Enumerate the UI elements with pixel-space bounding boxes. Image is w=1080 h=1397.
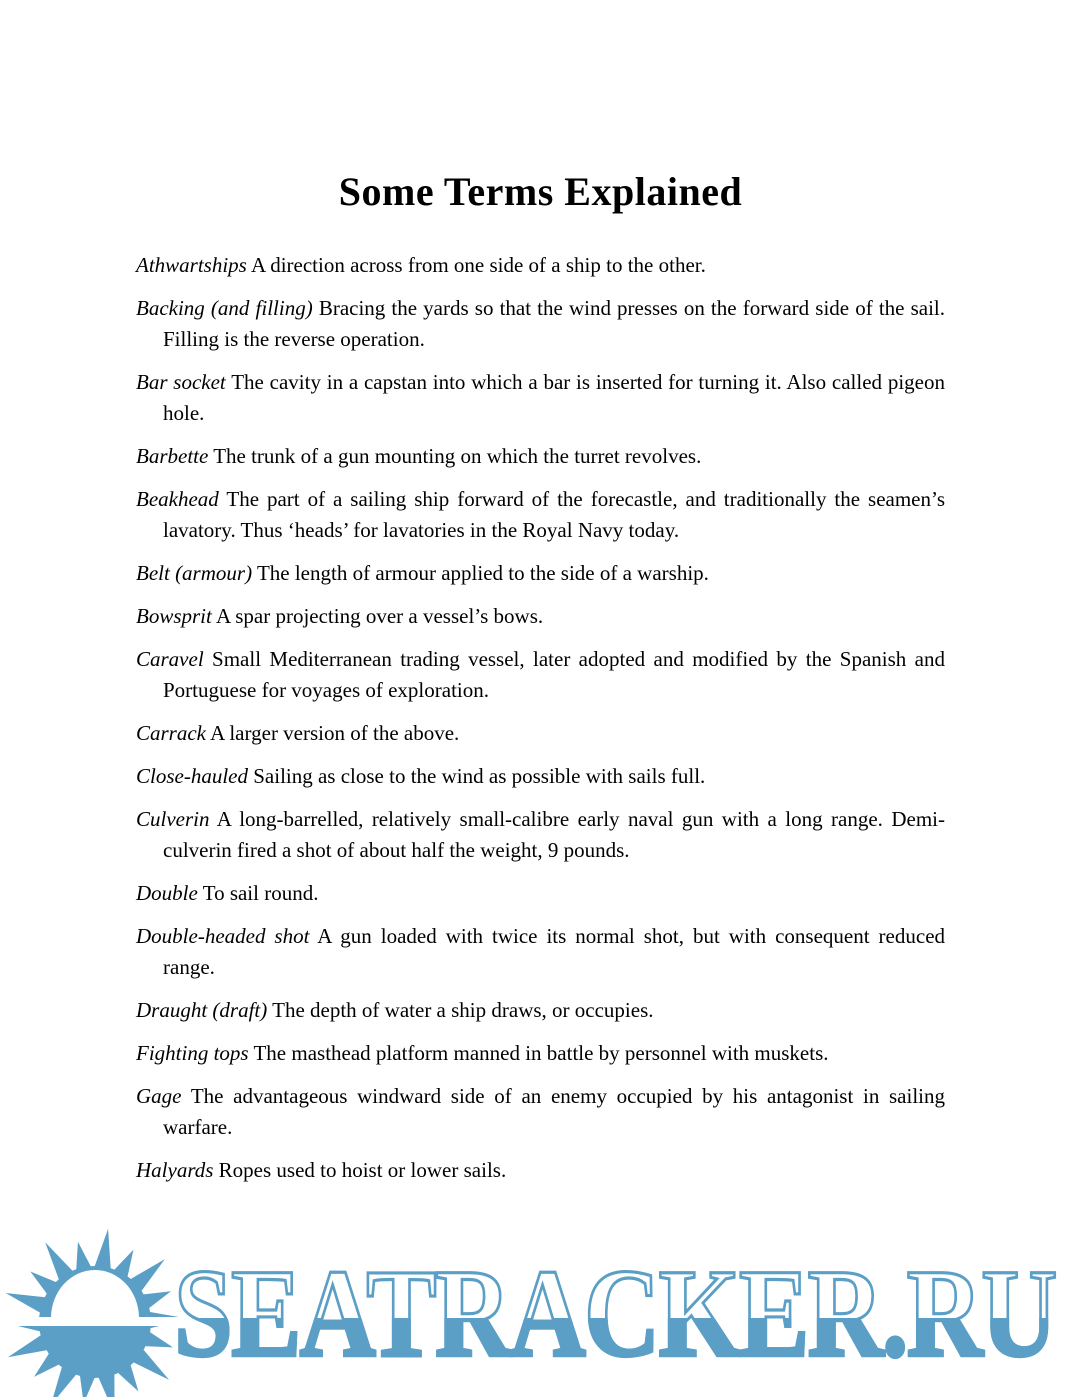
glossary-definition: Ropes used to hoist or lower sails. (218, 1158, 507, 1182)
glossary-entry (136, 1038, 945, 1069)
glossary-term: Gage (136, 1084, 182, 1108)
glossary-term: Caravel (136, 647, 204, 671)
glossary-term: Draught (draft) (136, 998, 268, 1022)
glossary-entry (136, 250, 945, 281)
glossary-term: Athwartships (136, 253, 247, 277)
glossary-definition: The masthead platform manned in battle by personnel with muskets. (253, 1041, 829, 1065)
glossary-entry (136, 601, 945, 632)
glossary-entry (136, 484, 945, 546)
glossary-entry (136, 995, 945, 1026)
glossary-term: Carrack (136, 721, 206, 745)
glossary-term: Backing (and filling) (136, 296, 313, 320)
glossary-entry (136, 293, 945, 355)
glossary-term: Halyards (136, 1158, 214, 1182)
sun-logo-icon (0, 1222, 195, 1397)
glossary-entry (136, 921, 945, 983)
glossary-definition: The part of a sailing ship forward of the forecastle, and traditionally the seamen’s lavatory. Thus ‘heads’ for lavatories in the Royal Navy today. (163, 487, 945, 542)
glossary-list (136, 250, 945, 1186)
glossary-term: Beakhead (136, 487, 219, 511)
glossary-entry (136, 367, 945, 429)
glossary-entry (136, 1155, 945, 1186)
glossary-entry (136, 558, 945, 589)
glossary-definition: To sail round. (202, 881, 319, 905)
glossary-term: Barbette (136, 444, 209, 468)
glossary-definition: The cavity in a capstan into which a bar is inserted for turning it. Also called pigeon hole. (163, 370, 945, 425)
glossary-definition: Bracing the yards so that the wind presses on the forward side of the sail. Filling is the reverse operation. (163, 296, 946, 351)
glossary-term: Belt (armour) (136, 561, 253, 585)
watermark (0, 1222, 1080, 1397)
glossary-definition: A direction across from one side of a ship to the other. (250, 253, 706, 277)
glossary-definition: A spar projecting over a vessel’s bows. (215, 604, 544, 628)
watermark-text: SEATRACKER.RU (174, 1240, 1056, 1387)
glossary-term: Bowsprit (136, 604, 212, 628)
glossary-definition: The length of armour applied to the side of a warship. (256, 561, 709, 585)
glossary-term: Bar socket (136, 370, 226, 394)
glossary-definition: The advantageous windward side of an enemy occupied by his antagonist in sailing warfare. (163, 1084, 945, 1139)
glossary-definition: A long-barrelled, relatively small-calibre early naval gun with a long range. Demi-culverin fired a shot of about half the weight, 9 pounds. (163, 807, 945, 862)
glossary-term: Culverin (136, 807, 210, 831)
page-title: Some Terms Explained (338, 169, 743, 214)
glossary-entry (136, 1081, 945, 1143)
glossary-entry (136, 441, 945, 472)
glossary-definition: Small Mediterranean trading vessel, later adopted and modified by the Spanish and Portuguese for voyages of exploration. (163, 647, 946, 702)
glossary-term: Double (136, 881, 198, 905)
glossary-definition: The trunk of a gun mounting on which the turret revolves. (213, 444, 702, 468)
glossary-entry (136, 718, 945, 749)
glossary-definition: Sailing as close to the wind as possible with sails full. (253, 764, 706, 788)
glossary-definition: A larger version of the above. (210, 721, 460, 745)
glossary-definition: The depth of water a ship draws, or occupies. (272, 998, 654, 1022)
glossary-entry (136, 761, 945, 792)
page-content (136, 168, 945, 1198)
glossary-entry (136, 644, 945, 706)
glossary-entry (136, 804, 945, 866)
glossary-entry (136, 878, 945, 909)
glossary-term: Double-headed shot (136, 924, 310, 948)
glossary-term: Close-hauled (136, 764, 248, 788)
glossary-definition: A gun loaded with twice its normal shot, but with consequent reduced range. (163, 924, 946, 979)
glossary-term: Fighting tops (136, 1041, 249, 1065)
